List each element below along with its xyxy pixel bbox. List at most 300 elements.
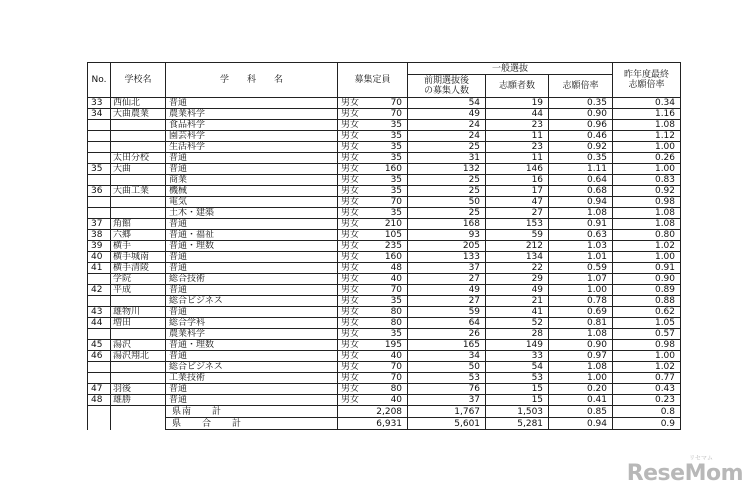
cell-last-year: 0.26 xyxy=(613,153,681,164)
cell-no xyxy=(88,274,111,285)
cell-sex: 男女 xyxy=(338,362,368,373)
cell-school xyxy=(111,362,166,373)
cell-last-year: 0.80 xyxy=(613,230,681,241)
cell-applicants: 134 xyxy=(486,252,549,263)
cell-sex: 男女 xyxy=(338,142,368,153)
total-row xyxy=(88,418,681,430)
cell-no: 40 xyxy=(88,252,111,263)
cell-dept: 普通・理数 xyxy=(166,340,338,351)
cell-no: 45 xyxy=(88,340,111,351)
cell-last-year: 0.23 xyxy=(613,395,681,406)
cell-applicants: 11 xyxy=(486,131,549,142)
cell-applicants: 15 xyxy=(486,395,549,406)
col-header-dept: 学 科 名 xyxy=(166,63,338,98)
cell-quota: 35 xyxy=(368,175,408,186)
cell-no: 48 xyxy=(88,395,111,406)
cell-prev-recruit: 37 xyxy=(408,395,486,406)
cell-sex: 男女 xyxy=(338,230,368,241)
cell-dept: 園芸科学 xyxy=(166,131,338,142)
cell-no: 35 xyxy=(88,164,111,175)
cell-sex: 男女 xyxy=(338,285,368,296)
table-row xyxy=(88,351,681,362)
cell-last-year: 1.00 xyxy=(613,164,681,175)
col-header-applicants: 志願者数 xyxy=(486,75,549,98)
table-row xyxy=(88,373,681,384)
col-header-last-year: 昨年度最終 志願倍率 xyxy=(613,63,681,98)
table-row xyxy=(88,263,681,274)
table-row xyxy=(88,164,681,175)
total-last-year: 0.8 xyxy=(613,406,681,418)
cell-last-year: 0.83 xyxy=(613,175,681,186)
total-prev-recruit: 5,601 xyxy=(408,418,486,430)
cell-applicants: 11 xyxy=(486,153,549,164)
cell-applicants: 28 xyxy=(486,329,549,340)
cell-prev-recruit: 27 xyxy=(408,274,486,285)
watermark-sub: リセマム xyxy=(689,455,713,462)
cell-school xyxy=(111,197,166,208)
cell-prev-recruit: 93 xyxy=(408,230,486,241)
total-label: 県 合 計 xyxy=(166,418,338,430)
cell-no xyxy=(88,208,111,219)
cell-ratio: 0.59 xyxy=(549,263,613,274)
cell-no xyxy=(88,296,111,307)
table-row xyxy=(88,307,681,318)
cell-last-year: 0.62 xyxy=(613,307,681,318)
cell-dept: 生活科学 xyxy=(166,142,338,153)
table-row xyxy=(88,120,681,131)
total-ratio: 0.94 xyxy=(549,418,613,430)
cell-applicants: 29 xyxy=(486,274,549,285)
cell-applicants: 146 xyxy=(486,164,549,175)
cell-no: 36 xyxy=(88,186,111,197)
cell-applicants: 33 xyxy=(486,351,549,362)
cell-sex: 男女 xyxy=(338,318,368,329)
cell-ratio: 0.92 xyxy=(549,142,613,153)
cell-dept: 普通 xyxy=(166,164,338,175)
cell-sex: 男女 xyxy=(338,384,368,395)
cell-sex: 男女 xyxy=(338,120,368,131)
cell-quota: 160 xyxy=(368,164,408,175)
cell-sex: 男女 xyxy=(338,329,368,340)
cell-dept: 農業科学 xyxy=(166,109,338,120)
table-row xyxy=(88,384,681,395)
cell-school: 横手 xyxy=(111,241,166,252)
cell-school: 増田 xyxy=(111,318,166,329)
cell-prev-recruit: 64 xyxy=(408,318,486,329)
table-row xyxy=(88,109,681,120)
cell-no: 33 xyxy=(88,98,111,109)
admission-table xyxy=(87,62,681,430)
cell-school: 横手清陵 xyxy=(111,263,166,274)
cell-quota: 35 xyxy=(368,296,408,307)
cell-no xyxy=(88,153,111,164)
table-row xyxy=(88,219,681,230)
cell-applicants: 17 xyxy=(486,186,549,197)
total-ratio: 0.85 xyxy=(549,406,613,418)
cell-prev-recruit: 133 xyxy=(408,252,486,263)
cell-prev-recruit: 25 xyxy=(408,175,486,186)
cell-blank xyxy=(111,418,166,430)
cell-applicants: 41 xyxy=(486,307,549,318)
cell-dept: 土木・建築 xyxy=(166,208,338,219)
cell-sex: 男女 xyxy=(338,109,368,120)
cell-quota: 40 xyxy=(368,395,408,406)
cell-dept: 普通 xyxy=(166,252,338,263)
cell-sex: 男女 xyxy=(338,153,368,164)
cell-ratio: 1.07 xyxy=(549,274,613,285)
cell-dept: 機械 xyxy=(166,186,338,197)
cell-last-year: 0.98 xyxy=(613,340,681,351)
cell-quota: 210 xyxy=(368,219,408,230)
cell-quota: 35 xyxy=(368,131,408,142)
total-row xyxy=(88,406,681,418)
cell-applicants: 22 xyxy=(486,263,549,274)
cell-school xyxy=(111,175,166,186)
cell-last-year: 0.77 xyxy=(613,373,681,384)
cell-school: 横手城南 xyxy=(111,252,166,263)
total-label: 県南 計 xyxy=(166,406,338,418)
cell-no: 34 xyxy=(88,109,111,120)
cell-sex: 男女 xyxy=(338,395,368,406)
cell-last-year: 0.92 xyxy=(613,186,681,197)
cell-sex: 男女 xyxy=(338,351,368,362)
cell-last-year: 0.98 xyxy=(613,197,681,208)
cell-sex: 男女 xyxy=(338,373,368,384)
cell-no: 42 xyxy=(88,285,111,296)
cell-applicants: 54 xyxy=(486,362,549,373)
cell-dept: 普通 xyxy=(166,98,338,109)
cell-applicants: 23 xyxy=(486,142,549,153)
table-row xyxy=(88,98,681,109)
cell-dept: 普通 xyxy=(166,153,338,164)
cell-sex: 男女 xyxy=(338,241,368,252)
cell-dept: 普通 xyxy=(166,263,338,274)
cell-quota: 235 xyxy=(368,241,408,252)
cell-sex: 男女 xyxy=(338,131,368,142)
cell-school: 平成 xyxy=(111,285,166,296)
cell-applicants: 47 xyxy=(486,197,549,208)
cell-prev-recruit: 132 xyxy=(408,164,486,175)
cell-ratio: 1.08 xyxy=(549,362,613,373)
cell-school xyxy=(111,208,166,219)
cell-ratio: 0.97 xyxy=(549,351,613,362)
cell-quota: 80 xyxy=(368,318,408,329)
cell-quota: 35 xyxy=(368,153,408,164)
cell-ratio: 1.08 xyxy=(549,329,613,340)
cell-dept: 普通 xyxy=(166,307,338,318)
table-row xyxy=(88,362,681,373)
cell-prev-recruit: 25 xyxy=(408,208,486,219)
cell-prev-recruit: 24 xyxy=(408,131,486,142)
cell-applicants: 53 xyxy=(486,373,549,384)
cell-dept: 農業科学 xyxy=(166,329,338,340)
cell-sex: 男女 xyxy=(338,307,368,318)
cell-no: 43 xyxy=(88,307,111,318)
table-body xyxy=(88,98,681,430)
cell-applicants: 16 xyxy=(486,175,549,186)
cell-sex: 男女 xyxy=(338,252,368,263)
table-row xyxy=(88,296,681,307)
cell-applicants: 27 xyxy=(486,208,549,219)
cell-sex: 男女 xyxy=(338,340,368,351)
cell-no xyxy=(88,142,111,153)
cell-ratio: 0.63 xyxy=(549,230,613,241)
cell-ratio: 0.35 xyxy=(549,98,613,109)
cell-quota: 195 xyxy=(368,340,408,351)
cell-dept: 普通 xyxy=(166,384,338,395)
col-header-school: 学校名 xyxy=(111,63,166,98)
cell-no: 46 xyxy=(88,351,111,362)
cell-ratio: 0.69 xyxy=(549,307,613,318)
cell-applicants: 212 xyxy=(486,241,549,252)
cell-ratio: 1.01 xyxy=(549,252,613,263)
table-row xyxy=(88,175,681,186)
cell-dept: 総合ビジネス xyxy=(166,296,338,307)
cell-school: 学院 xyxy=(111,274,166,285)
cell-no xyxy=(88,197,111,208)
cell-quota: 70 xyxy=(368,362,408,373)
cell-quota: 35 xyxy=(368,186,408,197)
cell-last-year: 0.43 xyxy=(613,384,681,395)
cell-ratio: 0.35 xyxy=(549,153,613,164)
cell-prev-recruit: 37 xyxy=(408,263,486,274)
cell-last-year: 1.00 xyxy=(613,142,681,153)
cell-ratio: 0.94 xyxy=(549,197,613,208)
table-row xyxy=(88,340,681,351)
table-row xyxy=(88,208,681,219)
table-row xyxy=(88,395,681,406)
cell-quota: 70 xyxy=(368,98,408,109)
cell-last-year: 0.89 xyxy=(613,285,681,296)
cell-prev-recruit: 165 xyxy=(408,340,486,351)
table-row xyxy=(88,230,681,241)
cell-applicants: 15 xyxy=(486,384,549,395)
cell-ratio: 0.96 xyxy=(549,120,613,131)
cell-last-year: 1.05 xyxy=(613,318,681,329)
cell-applicants: 49 xyxy=(486,285,549,296)
cell-sex: 男女 xyxy=(338,219,368,230)
table-row xyxy=(88,252,681,263)
cell-school xyxy=(111,142,166,153)
col-header-prev-recruit: 前期選抜後 の募集人数 xyxy=(408,75,486,98)
cell-no xyxy=(88,131,111,142)
cell-school: 湯沢翔北 xyxy=(111,351,166,362)
cell-sex: 男女 xyxy=(338,164,368,175)
cell-applicants: 21 xyxy=(486,296,549,307)
table-row xyxy=(88,153,681,164)
table-row xyxy=(88,186,681,197)
cell-applicants: 44 xyxy=(486,109,549,120)
cell-dept: 普通 xyxy=(166,219,338,230)
cell-ratio: 1.00 xyxy=(549,285,613,296)
cell-last-year: 0.91 xyxy=(613,263,681,274)
total-applicants: 1,503 xyxy=(486,406,549,418)
cell-last-year: 0.57 xyxy=(613,329,681,340)
cell-blank xyxy=(111,406,166,418)
table-row xyxy=(88,142,681,153)
cell-last-year: 0.88 xyxy=(613,296,681,307)
cell-sex: 男女 xyxy=(338,274,368,285)
cell-ratio: 1.08 xyxy=(549,208,613,219)
cell-ratio: 0.41 xyxy=(549,395,613,406)
cell-dept: 普通・福祉 xyxy=(166,230,338,241)
cell-ratio: 0.78 xyxy=(549,296,613,307)
cell-no: 44 xyxy=(88,318,111,329)
cell-ratio: 0.20 xyxy=(549,384,613,395)
cell-no xyxy=(88,373,111,384)
cell-ratio: 0.90 xyxy=(549,109,613,120)
admission-table-sheet xyxy=(87,62,680,488)
cell-quota: 70 xyxy=(368,373,408,384)
cell-quota: 35 xyxy=(368,329,408,340)
cell-quota: 35 xyxy=(368,208,408,219)
table-row xyxy=(88,329,681,340)
cell-last-year: 1.00 xyxy=(613,351,681,362)
cell-prev-recruit: 26 xyxy=(408,329,486,340)
cell-ratio: 0.91 xyxy=(549,219,613,230)
cell-prev-recruit: 49 xyxy=(408,285,486,296)
cell-prev-recruit: 53 xyxy=(408,373,486,384)
cell-prev-recruit: 25 xyxy=(408,186,486,197)
cell-ratio: 0.81 xyxy=(549,318,613,329)
cell-prev-recruit: 25 xyxy=(408,142,486,153)
cell-sex: 男女 xyxy=(338,98,368,109)
cell-sex: 男女 xyxy=(338,186,368,197)
cell-school: 大曲工業 xyxy=(111,186,166,197)
cell-prev-recruit: 24 xyxy=(408,120,486,131)
cell-sex: 男女 xyxy=(338,296,368,307)
cell-sex: 男女 xyxy=(338,197,368,208)
cell-sex: 男女 xyxy=(338,175,368,186)
cell-last-year: 1.08 xyxy=(613,120,681,131)
total-quota: 6,931 xyxy=(338,418,408,430)
table-row xyxy=(88,285,681,296)
cell-no: 39 xyxy=(88,241,111,252)
cell-quota: 40 xyxy=(368,274,408,285)
cell-prev-recruit: 34 xyxy=(408,351,486,362)
cell-ratio: 1.11 xyxy=(549,164,613,175)
cell-prev-recruit: 205 xyxy=(408,241,486,252)
col-header-no: No. xyxy=(88,63,111,98)
cell-prev-recruit: 27 xyxy=(408,296,486,307)
cell-blank xyxy=(88,418,111,430)
cell-quota: 105 xyxy=(368,230,408,241)
cell-ratio: 0.64 xyxy=(549,175,613,186)
cell-school xyxy=(111,131,166,142)
total-last-year: 0.9 xyxy=(613,418,681,430)
cell-prev-recruit: 54 xyxy=(408,98,486,109)
table-row xyxy=(88,241,681,252)
table-row xyxy=(88,131,681,142)
cell-ratio: 0.46 xyxy=(549,131,613,142)
col-header-general: 一般選抜 xyxy=(408,63,613,75)
cell-school: 湯沢 xyxy=(111,340,166,351)
cell-ratio: 0.90 xyxy=(549,340,613,351)
cell-dept: 電気 xyxy=(166,197,338,208)
cell-dept: 普通・理数 xyxy=(166,241,338,252)
cell-dept: 総合学科 xyxy=(166,318,338,329)
cell-school xyxy=(111,120,166,131)
cell-prev-recruit: 31 xyxy=(408,153,486,164)
cell-last-year: 1.00 xyxy=(613,252,681,263)
cell-prev-recruit: 50 xyxy=(408,197,486,208)
cell-school: 六郷 xyxy=(111,230,166,241)
cell-school xyxy=(111,373,166,384)
cell-applicants: 153 xyxy=(486,219,549,230)
cell-applicants: 23 xyxy=(486,120,549,131)
cell-quota: 160 xyxy=(368,252,408,263)
cell-applicants: 52 xyxy=(486,318,549,329)
cell-quota: 35 xyxy=(368,120,408,131)
cell-no: 47 xyxy=(88,384,111,395)
cell-no: 37 xyxy=(88,219,111,230)
cell-school: 大曲農業 xyxy=(111,109,166,120)
cell-school xyxy=(111,329,166,340)
total-prev-recruit: 1,767 xyxy=(408,406,486,418)
watermark-logo: ReseMom xyxy=(626,461,743,486)
cell-dept: 総合ビジネス xyxy=(166,362,338,373)
cell-dept: 食品科学 xyxy=(166,120,338,131)
cell-applicants: 59 xyxy=(486,230,549,241)
cell-last-year: 1.02 xyxy=(613,241,681,252)
cell-school: 大曲 xyxy=(111,164,166,175)
cell-quota: 70 xyxy=(368,197,408,208)
cell-no xyxy=(88,329,111,340)
cell-school: 角館 xyxy=(111,219,166,230)
cell-quota: 48 xyxy=(368,263,408,274)
cell-quota: 40 xyxy=(368,351,408,362)
cell-last-year: 1.08 xyxy=(613,208,681,219)
cell-no xyxy=(88,362,111,373)
cell-prev-recruit: 49 xyxy=(408,109,486,120)
cell-last-year: 0.90 xyxy=(613,274,681,285)
cell-school: 太田分校 xyxy=(111,153,166,164)
cell-dept: 普通 xyxy=(166,395,338,406)
cell-school: 雄物川 xyxy=(111,307,166,318)
cell-prev-recruit: 59 xyxy=(408,307,486,318)
cell-dept: 商業 xyxy=(166,175,338,186)
total-applicants: 5,281 xyxy=(486,418,549,430)
cell-ratio: 1.00 xyxy=(549,373,613,384)
cell-last-year: 1.16 xyxy=(613,109,681,120)
cell-quota: 35 xyxy=(368,142,408,153)
table-row xyxy=(88,197,681,208)
cell-dept: 工業技術 xyxy=(166,373,338,384)
cell-last-year: 0.34 xyxy=(613,98,681,109)
cell-dept: 総合技術 xyxy=(166,274,338,285)
cell-sex: 男女 xyxy=(338,263,368,274)
cell-prev-recruit: 168 xyxy=(408,219,486,230)
cell-last-year: 1.02 xyxy=(613,362,681,373)
cell-quota: 70 xyxy=(368,109,408,120)
cell-school xyxy=(111,296,166,307)
cell-quota: 70 xyxy=(368,285,408,296)
cell-last-year: 1.08 xyxy=(613,219,681,230)
cell-dept: 普通 xyxy=(166,351,338,362)
cell-ratio: 1.03 xyxy=(549,241,613,252)
cell-last-year: 1.12 xyxy=(613,131,681,142)
cell-blank xyxy=(88,406,111,418)
cell-quota: 80 xyxy=(368,307,408,318)
cell-no: 41 xyxy=(88,263,111,274)
cell-sex: 男女 xyxy=(338,208,368,219)
cell-quota: 80 xyxy=(368,384,408,395)
cell-applicants: 149 xyxy=(486,340,549,351)
cell-no: 38 xyxy=(88,230,111,241)
cell-applicants: 19 xyxy=(486,98,549,109)
cell-prev-recruit: 50 xyxy=(408,362,486,373)
col-header-quota: 募集定員 xyxy=(338,63,408,98)
